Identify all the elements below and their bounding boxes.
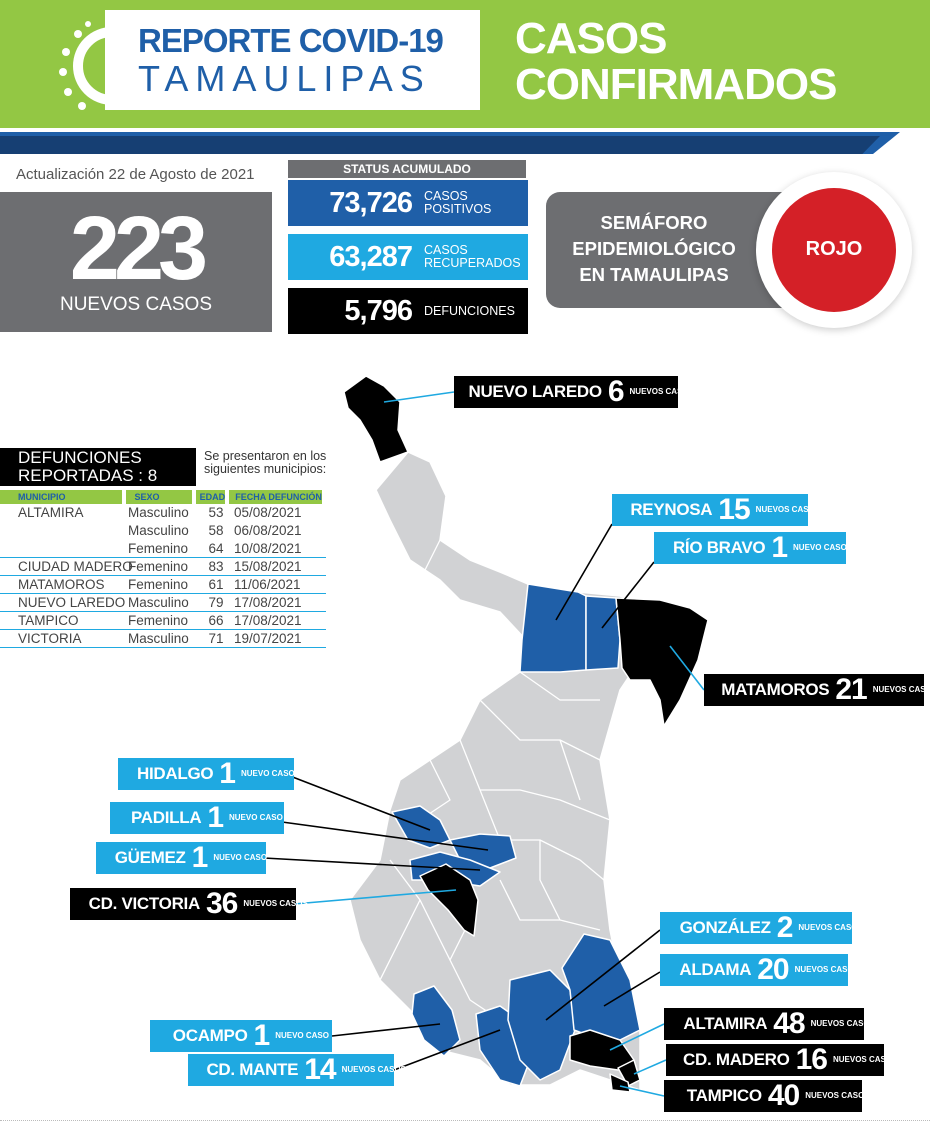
tag-name: HIDALGO (137, 764, 214, 783)
tag-name: TAMPICO (686, 1086, 762, 1105)
stat-recovered-value: 63,287 (329, 240, 412, 273)
deaths-table (0, 490, 326, 648)
tag-unit: NUEVOS CASOS (805, 1091, 870, 1100)
cell-municipio: VICTORIA (18, 631, 82, 646)
col-municipio: MUNICIPIO (0, 490, 122, 504)
stat-recovered-label: CASOS RECUPERADOS (424, 243, 521, 270)
col-fecha: FECHA DEFUNCIÓN (229, 490, 322, 504)
tag-count: 1 (771, 531, 788, 564)
tag-name: CD. VICTORIA (88, 894, 200, 913)
tag-count: 6 (607, 375, 624, 408)
semaforo-line2: EPIDEMIOLÓGICO (572, 238, 736, 259)
table-row (0, 522, 326, 540)
cell-sexo: Masculino (128, 505, 189, 520)
tag-unit: NUEVOS CASOS (629, 387, 694, 396)
cell-fecha: 06/08/2021 (234, 523, 302, 538)
cell-municipio: CIUDAD MADERO (18, 559, 133, 574)
tag-unit: NUEVO CASO (793, 543, 847, 552)
tag-unit: NUEVOS CASOS (794, 965, 860, 974)
tag-unit: NUEVOS CASOS (341, 1065, 407, 1074)
cell-edad: 66 (208, 613, 224, 628)
table-row (0, 594, 326, 612)
tag-hidalgo (118, 758, 294, 790)
cell-sexo: Femenino (128, 577, 189, 592)
cell-municipio: TAMPICO (18, 613, 79, 628)
tag-unit: NUEVOS CASOS (832, 1055, 898, 1064)
new-cases-label: NUEVOS CASOS (59, 294, 213, 315)
tag-name: ALDAMA (679, 960, 752, 979)
status-header: STATUS ACUMULADO (288, 160, 526, 178)
cell-municipio: MATAMOROS (18, 577, 105, 592)
tag-reynosa (612, 493, 821, 526)
tag-count: 14 (304, 1053, 336, 1086)
tag-name: NUEVO LAREDO (468, 382, 602, 401)
update-date: Actualización 22 de Agosto de 2021 (16, 166, 255, 183)
tag-nuevo-laredo (454, 375, 694, 408)
tag-count: 16 (795, 1043, 827, 1076)
map-nuevo-laredo (344, 376, 408, 462)
deaths-title-line1: DEFUNCIONES (18, 448, 142, 467)
tag-name: GONZÁLEZ (679, 918, 771, 937)
tag-count: 1 (191, 841, 208, 874)
cell-edad: 53 (208, 505, 224, 520)
cell-fecha: 19/07/2021 (234, 631, 302, 646)
report-subtitle: TAMAULIPAS (138, 58, 431, 99)
tag-count: 48 (773, 1007, 805, 1040)
tag-unit: NUEVOS CASOS (810, 1019, 876, 1028)
cell-edad: 79 (208, 595, 224, 610)
cell-municipio: ALTAMIRA (18, 505, 84, 520)
semaforo-line3: EN TAMAULIPAS (579, 264, 729, 285)
col-edad: EDAD (196, 490, 226, 504)
tag-cd-mante (188, 1053, 407, 1086)
table-row (0, 612, 326, 630)
bottom-divider (0, 1120, 930, 1122)
table-row (0, 630, 326, 648)
tag-unit: NUEVO CASO (213, 853, 268, 862)
tag-unit: NUEVO CASO (229, 813, 283, 822)
tag-padilla (110, 802, 284, 834)
cell-municipio: NUEVO LAREDO (18, 595, 126, 610)
tag-matamoros (704, 673, 937, 706)
tag-name: RÍO BRAVO (672, 538, 766, 557)
tag-unit: NUEVO CASO (275, 1031, 329, 1040)
table-row (0, 540, 326, 558)
tag-guemez (96, 842, 266, 874)
cell-sexo: Femenino (128, 559, 189, 574)
cell-fecha: 17/08/2021 (234, 613, 302, 628)
tag-name: PADILLA (131, 808, 202, 827)
cell-sexo: Femenino (128, 541, 189, 556)
stat-positives (288, 180, 528, 226)
map-reynosa (520, 584, 586, 672)
stat-deaths (288, 288, 528, 334)
tag-cd-victoria (70, 887, 308, 920)
section-title-line1: CASOS (515, 14, 667, 63)
stat-recovered (288, 234, 528, 280)
tag-name: REYNOSA (630, 500, 713, 519)
report-title: REPORTE COVID-19 (138, 22, 443, 59)
tag-gonzalez (660, 911, 863, 944)
tag-name: OCAMPO (172, 1026, 248, 1045)
col-sexo: SEXO (126, 490, 191, 504)
tag-tampico (664, 1079, 870, 1112)
section-title-line2: CONFIRMADOS (515, 60, 837, 109)
cell-fecha: 11/06/2021 (234, 577, 301, 592)
cell-sexo: Masculino (128, 523, 189, 538)
deaths-table-header (0, 490, 326, 504)
tag-count: 1 (253, 1019, 270, 1052)
tag-count: 1 (219, 757, 235, 790)
map-aldama (562, 934, 640, 1040)
tag-name: MATAMOROS (721, 680, 830, 699)
map-rio-bravo (586, 596, 620, 670)
cell-fecha: 10/08/2021 (234, 541, 302, 556)
cell-edad: 71 (208, 631, 224, 646)
stat-deaths-label: DEFUNCIONES (424, 303, 515, 318)
semaforo-color-label: ROJO (805, 238, 863, 260)
tag-aldama (660, 953, 860, 986)
tag-unit: NUEVOS CASOS (755, 505, 821, 514)
tag-rio-bravo (654, 532, 846, 564)
cell-fecha: 05/08/2021 (234, 505, 302, 520)
map-matamoros (616, 598, 708, 726)
tag-count: 21 (835, 673, 867, 706)
tag-unit: NUEVOS CASOS (798, 923, 863, 932)
tag-name: GÜEMEZ (114, 848, 186, 867)
new-cases-count: 223 (69, 199, 203, 299)
stat-deaths-value: 5,796 (344, 294, 412, 327)
semaforo-line1: SEMÁFORO (600, 212, 708, 233)
stat-positives-value: 73,726 (329, 186, 412, 219)
cell-edad: 58 (208, 523, 224, 538)
deaths-note: Se presentaron en los siguientes municipios: (204, 449, 327, 476)
tag-unit: NUEVO CASO (240, 769, 295, 778)
tag-count: 15 (718, 493, 750, 526)
tag-name: CD. MADERO (683, 1050, 790, 1069)
tag-name: ALTAMIRA (683, 1014, 768, 1033)
tag-count: 1 (207, 801, 223, 834)
tag-count: 36 (205, 887, 238, 920)
cell-sexo: Masculino (128, 595, 189, 610)
tag-cd-madero (666, 1043, 898, 1076)
cell-fecha: 17/08/2021 (234, 595, 302, 610)
table-row (0, 558, 326, 576)
tag-name: CD. MANTE (206, 1060, 299, 1079)
header-stripe-dark (0, 136, 880, 154)
tag-altamira (664, 1007, 876, 1040)
table-row (0, 504, 326, 522)
semaforo-text (556, 210, 752, 288)
deaths-title-line2: REPORTADAS : 8 (18, 466, 158, 485)
cell-sexo: Masculino (128, 631, 189, 646)
stat-positives-label: CASOS POSITIVOS (424, 189, 492, 216)
cell-edad: 83 (208, 559, 224, 574)
cell-fecha: 15/08/2021 (234, 559, 302, 574)
tag-unit: NUEVOS CASOS (243, 899, 308, 908)
tag-ocampo (150, 1020, 332, 1052)
cell-edad: 61 (208, 577, 224, 592)
tag-count: 40 (767, 1079, 800, 1112)
table-row (0, 576, 326, 594)
tag-count: 2 (776, 911, 793, 944)
tag-count: 20 (757, 953, 789, 986)
cell-edad: 64 (208, 541, 224, 556)
cell-sexo: Femenino (128, 613, 189, 628)
tag-unit: NUEVOS CASOS (872, 685, 937, 694)
